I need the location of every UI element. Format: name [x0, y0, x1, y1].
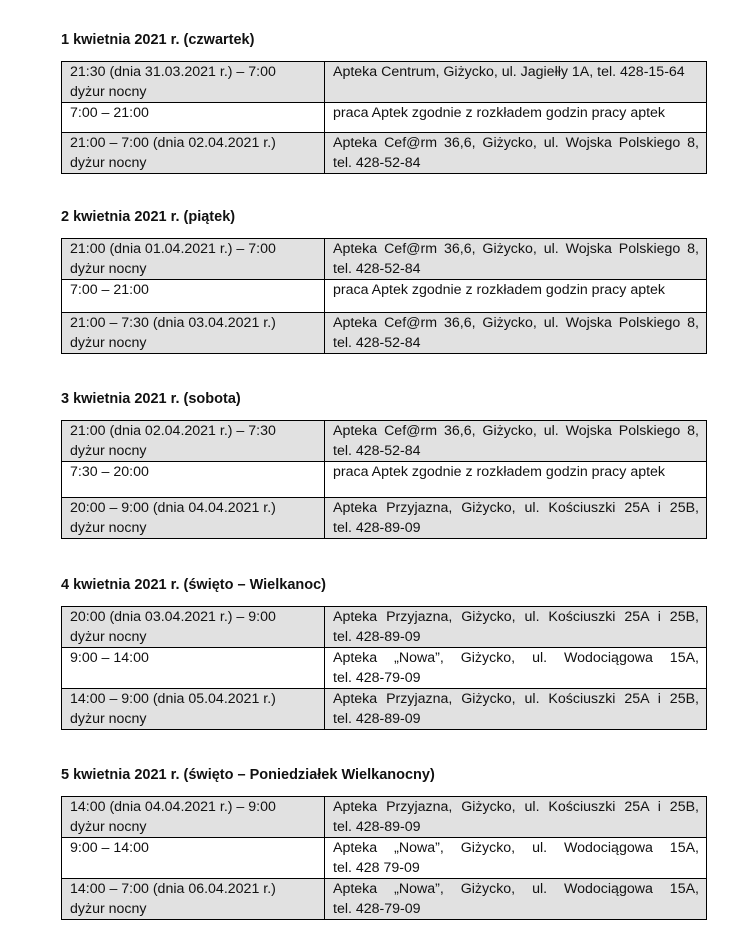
time-cell — [62, 689, 325, 730]
pharmacy-line: Apteka Przyjazna, Giżycko, ul. Kościuszki 25A i 25B, — [333, 799, 699, 815]
time-cell — [62, 62, 325, 103]
duty-type: dyżur nocny — [70, 520, 147, 536]
table-row — [62, 689, 707, 730]
pharmacy-cell — [325, 879, 707, 920]
time-cell — [62, 838, 325, 879]
time-cell — [62, 239, 325, 280]
pharmacy-line: Apteka Przyjazna, Giżycko, ul. Kościuszki 25A i 25B, — [333, 691, 699, 707]
duty-table — [61, 796, 707, 920]
duty-type: dyżur nocny — [70, 443, 147, 459]
pharmacy-cell — [325, 239, 707, 280]
duty-table — [61, 238, 707, 354]
pharmacy-phone: tel. 428-79-09 — [333, 901, 421, 917]
table-row — [62, 462, 707, 498]
time-cell — [62, 879, 325, 920]
pharmacy-phone: tel. 428 79-09 — [333, 860, 420, 876]
pharmacy-line: Apteka Przyjazna, Giżycko, ul. Kościuszki 25A i 25B, — [333, 500, 699, 516]
day-heading: 4 kwietnia 2021 r. (święto – Wielkanoc) — [61, 577, 327, 593]
duty-type: dyżur nocny — [70, 711, 147, 727]
pharmacy-cell — [325, 103, 707, 133]
time-range: 21:00 (dnia 01.04.2021 r.) – 7:00 — [70, 241, 276, 257]
time-range: 14:00 – 9:00 (dnia 05.04.2021 r.) — [70, 691, 276, 707]
pharmacy-phone: tel. 428-89-09 — [333, 819, 421, 835]
pharmacy-cell — [325, 797, 707, 838]
pharmacy-line: Apteka Cef@rm 36,6, Giżycko, ul. Wojska Polskiego 8, — [333, 315, 699, 331]
day-heading: 3 kwietnia 2021 r. (sobota) — [61, 391, 241, 407]
pharmacy-line: Apteka Centrum, Giżycko, ul. Jagiełły 1A, tel. 428-15-64 — [333, 64, 685, 80]
time-range: 7:00 – 21:00 — [70, 282, 149, 298]
duty-type: dyżur nocny — [70, 629, 147, 645]
duty-table — [61, 606, 707, 730]
pharmacy-phone: tel. 428-52-84 — [333, 443, 421, 459]
pharmacy-cell — [325, 689, 707, 730]
time-cell — [62, 280, 325, 313]
pharmacy-cell — [325, 838, 707, 879]
time-range: 14:00 – 7:00 (dnia 06.04.2021 r.) — [70, 881, 276, 897]
pharmacy-line: Apteka Cef@rm 36,6, Giżycko, ul. Wojska Polskiego 8, — [333, 135, 699, 151]
time-range: 20:00 – 9:00 (dnia 04.04.2021 r.) — [70, 500, 276, 516]
time-cell — [62, 648, 325, 689]
time-cell — [62, 133, 325, 174]
pharmacy-cell — [325, 462, 707, 498]
time-range: 14:00 (dnia 04.04.2021 r.) – 9:00 — [70, 799, 276, 815]
time-cell — [62, 462, 325, 498]
table-row — [62, 133, 707, 174]
day-heading: 1 kwietnia 2021 r. (czwartek) — [61, 32, 255, 48]
pharmacy-phone: tel. 428-79-09 — [333, 670, 421, 686]
table-row — [62, 498, 707, 539]
day-section — [61, 766, 706, 920]
pharmacy-cell — [325, 421, 707, 462]
pharmacy-cell — [325, 62, 707, 103]
pharmacy-phone: tel. 428-52-84 — [333, 155, 421, 171]
duty-type: dyżur nocny — [70, 819, 147, 835]
table-row — [62, 313, 707, 354]
table-row — [62, 797, 707, 838]
time-range: 21:00 – 7:30 (dnia 03.04.2021 r.) — [70, 315, 276, 331]
table-row — [62, 280, 707, 313]
pharmacy-line: Apteka „Nowa”, Giżycko, ul. Wodociągowa 15A, — [333, 840, 699, 856]
day-heading: 2 kwietnia 2021 r. (piątek) — [61, 209, 236, 225]
time-range: 21:00 – 7:00 (dnia 02.04.2021 r.) — [70, 135, 276, 151]
duty-type: dyżur nocny — [70, 84, 147, 100]
duty-table — [61, 61, 707, 174]
pharmacy-cell — [325, 607, 707, 648]
time-cell — [62, 607, 325, 648]
table-row — [62, 879, 707, 920]
pharmacy-cell — [325, 648, 707, 689]
table-row — [62, 239, 707, 280]
day-section — [61, 31, 706, 174]
pharmacy-line: praca Aptek zgodnie z rozkładem godzin pracy aptek — [333, 282, 666, 298]
table-row — [62, 62, 707, 103]
time-range: 9:00 – 14:00 — [70, 840, 149, 856]
time-cell — [62, 421, 325, 462]
time-range: 9:00 – 14:00 — [70, 650, 149, 666]
time-range: 7:00 – 21:00 — [70, 105, 149, 121]
duty-type: dyżur nocny — [70, 261, 147, 277]
table-row — [62, 838, 707, 879]
pharmacy-cell — [325, 280, 707, 313]
pharmacy-line: Apteka „Nowa”, Giżycko, ul. Wodociągowa 15A, — [333, 881, 699, 897]
pharmacy-phone: tel. 428-89-09 — [333, 711, 421, 727]
pharmacy-cell — [325, 313, 707, 354]
duty-type: dyżur nocny — [70, 155, 147, 171]
time-cell — [62, 313, 325, 354]
table-row — [62, 648, 707, 689]
day-section — [61, 208, 706, 354]
time-range: 21:30 (dnia 31.03.2021 r.) – 7:00 — [70, 64, 276, 80]
time-cell — [62, 498, 325, 539]
duty-type: dyżur nocny — [70, 901, 147, 917]
pharmacy-line: Apteka Przyjazna, Giżycko, ul. Kościuszki 25A i 25B, — [333, 609, 699, 625]
time-range: 7:30 – 20:00 — [70, 464, 149, 480]
time-range: 21:00 (dnia 02.04.2021 r.) – 7:30 — [70, 423, 276, 439]
pharmacy-line: Apteka Cef@rm 36,6, Giżycko, ul. Wojska Polskiego 8, — [333, 241, 699, 257]
day-heading: 5 kwietnia 2021 r. (święto – Poniedziałek Wielkanocny) — [61, 767, 435, 783]
duty-type: dyżur nocny — [70, 335, 147, 351]
time-cell — [62, 797, 325, 838]
pharmacy-line: Apteka „Nowa”, Giżycko, ul. Wodociągowa 15A, — [333, 650, 699, 666]
duty-table — [61, 420, 707, 539]
table-row — [62, 607, 707, 648]
pharmacy-line: praca Aptek zgodnie z rozkładem godzin pracy aptek — [333, 105, 666, 121]
table-row — [62, 103, 707, 133]
time-range: 20:00 (dnia 03.04.2021 r.) – 9:00 — [70, 609, 276, 625]
day-section — [61, 390, 706, 539]
pharmacy-phone: tel. 428-89-09 — [333, 520, 421, 536]
pharmacy-cell — [325, 498, 707, 539]
pharmacy-line: praca Aptek zgodnie z rozkładem godzin pracy aptek — [333, 464, 666, 480]
pharmacy-line: Apteka Cef@rm 36,6, Giżycko, ul. Wojska Polskiego 8, — [333, 423, 699, 439]
pharmacy-phone: tel. 428-52-84 — [333, 261, 421, 277]
table-row — [62, 421, 707, 462]
pharmacy-phone: tel. 428-52-84 — [333, 335, 421, 351]
day-section — [61, 576, 706, 730]
pharmacy-phone: tel. 428-89-09 — [333, 629, 421, 645]
time-cell — [62, 103, 325, 133]
pharmacy-cell — [325, 133, 707, 174]
